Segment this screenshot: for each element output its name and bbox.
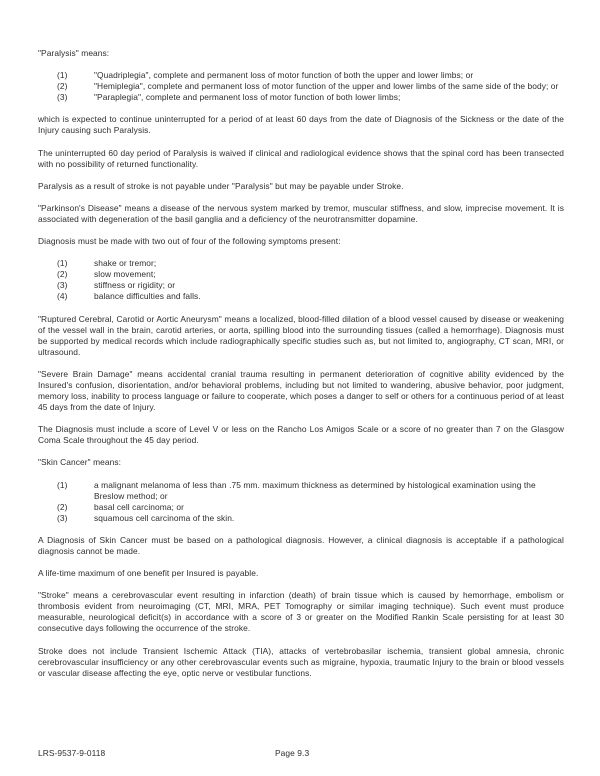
page-footer [38, 748, 564, 762]
parkinsons-symptoms-list [38, 258, 564, 302]
list-item [57, 92, 564, 103]
list-item-marker: (4) [57, 291, 68, 302]
list-item-marker: (3) [57, 512, 68, 523]
list-item [57, 269, 564, 280]
list-item-marker: (1) [57, 479, 68, 490]
skin-cancer-diagnosis-paragraph: A Diagnosis of Skin Cancer must be based on a pathological diagnosis. However, a clinical diagnosis is acceptable if a pathological diagnosis cannot be made. [38, 534, 564, 556]
document-body [38, 48, 564, 679]
page-number: Page 9.3 [275, 748, 310, 758]
skin-cancer-maximum-paragraph: A life-time maximum of one benefit per Insured is payable. [38, 568, 259, 579]
list-item [57, 280, 564, 291]
paralysis-definition-lead: "Paralysis" means: [38, 48, 110, 58]
aneurysm-definition-paragraph: "Ruptured Cerebral, Carotid or Aortic Aneurysm" means a localized, blood-filled dilation of a blood vessel caused by disease or weakening of the vessel wall in the brain, carotid arteries, or aorta, spilling blood into the surrounding tissues (called a hemorrhage). Diagnosis must be supported by medical records which include radiographically specific studies such as, but not limited to, angiography, CT scan, MRI, or ultrasound. [38, 313, 564, 357]
skin-cancer-definition-lead: "Skin Cancer" means: [38, 457, 122, 468]
list-item-marker: (1) [57, 258, 68, 269]
list-item [57, 70, 564, 81]
list-item [57, 291, 564, 302]
list-item-marker: (3) [57, 280, 68, 291]
list-item [57, 513, 564, 524]
list-item-marker: (3) [57, 92, 68, 103]
stroke-exclusions-paragraph: Stroke does not include Transient Ischemic Attack (TIA), attacks of vertebrobasilar ischemia, transient global amnesia, chronic cerebrovascular insufficiency or any other cerebrovascular events such as migraine, hypoxia, traumatic Injury to the brain or blood vessels or vascular disease affecting the eye, optic nerve or vestibular functions. [38, 645, 564, 678]
list-item-marker: (2) [57, 81, 68, 92]
list-item-marker: (2) [57, 501, 68, 512]
severe-brain-damage-score-paragraph: The Diagnosis must include a score of Level V or less on the Rancho Los Amigos Scale or a score of no greater than 7 on the Glasgow Coma Scale throughout the 45 day period. [38, 424, 564, 446]
parkinsons-diagnosis-lead: Diagnosis must be made with two out of four of the following symptoms present: [38, 236, 341, 247]
list-item-marker: (2) [57, 269, 68, 280]
list-item-text: squamous cell carcinoma of the skin. [94, 512, 235, 523]
paralysis-stroke-note-paragraph: Paralysis as a result of stroke is not payable under "Paralysis" but may be payable under Stroke. [38, 180, 404, 191]
parkinsons-definition-paragraph: "Parkinson's Disease" means a disease of the nervous system marked by tremor, muscular stiffness, and slow, imprecise movement. It is associated with degeneration of the basil ganglia and a deficiency of the neurotransmitter dopamine. [38, 202, 564, 224]
list-item-text: "Quadriplegia", complete and permanent loss of motor function of both the upper and lower limbs; or [94, 70, 474, 81]
list-item [57, 480, 564, 502]
paralysis-definition-list [38, 70, 564, 103]
list-item-text: a malignant melanoma of less than .75 mm. maximum thickness as determined by histological examination using the Breslow method; or [94, 479, 536, 501]
list-item-text: basal cell carcinoma; or [94, 501, 184, 512]
paralysis-waiver-paragraph: The uninterrupted 60 day period of Paralysis is waived if clinical and radiological evidence shows that the spinal cord has been transected with no possibility of returned functionality. [38, 147, 564, 169]
list-item-marker: (1) [57, 70, 68, 81]
severe-brain-damage-definition-paragraph: "Severe Brain Damage" means accidental cranial trauma resulting in permanent deterioration of cognitive ability evidenced by the Insured's confusion, disorientation, and/or behavioral problems, including but not limited to wandering, abusive behavior, poor judgment, memory loss, inability to process language or failure to cooperate, which poses a danger to self or others for a continuous period of at least 45 days from the date of Injury. [38, 368, 564, 413]
list-item-text: slow movement; [94, 269, 156, 280]
list-item-text: "Paraplegia", complete and permanent loss of motor function of both lower limbs; [94, 92, 401, 103]
list-item-text: balance difficulties and falls. [94, 291, 201, 302]
list-item [57, 81, 564, 92]
list-item-text: shake or tremor; [94, 258, 157, 269]
stroke-definition-paragraph: "Stroke" means a cerebrovascular event resulting in infarction (death) of brain tissue which is caused by hemorrhage, embolism or thrombosis evident from neuroimaging (CT, MRI, MRA, PET Tomography or similar imaging technique). Such event must produce measurable, neurological deficit(s) in accordance with a score of 3 or greater on the Modified Rankin Scale persisting for at least 30 consecutive days following the occurrence of the stroke. [38, 590, 564, 634]
list-item [57, 258, 564, 269]
skin-cancer-definition-list [38, 480, 564, 524]
list-item [57, 502, 564, 513]
list-item-text: "Hemiplegia", complete and permanent loss of motor function of the upper and lower limbs of the same side of the body; or [94, 81, 559, 92]
list-item-text: stiffness or rigidity; or [94, 280, 176, 291]
paralysis-duration-paragraph: which is expected to continue uninterrupted for a period of at least 60 days from the date of Diagnosis of the Sickness or the date of the Injury causing such Paralysis. [38, 114, 564, 136]
document-form-number: LRS-9537-9-0118 [38, 748, 106, 758]
